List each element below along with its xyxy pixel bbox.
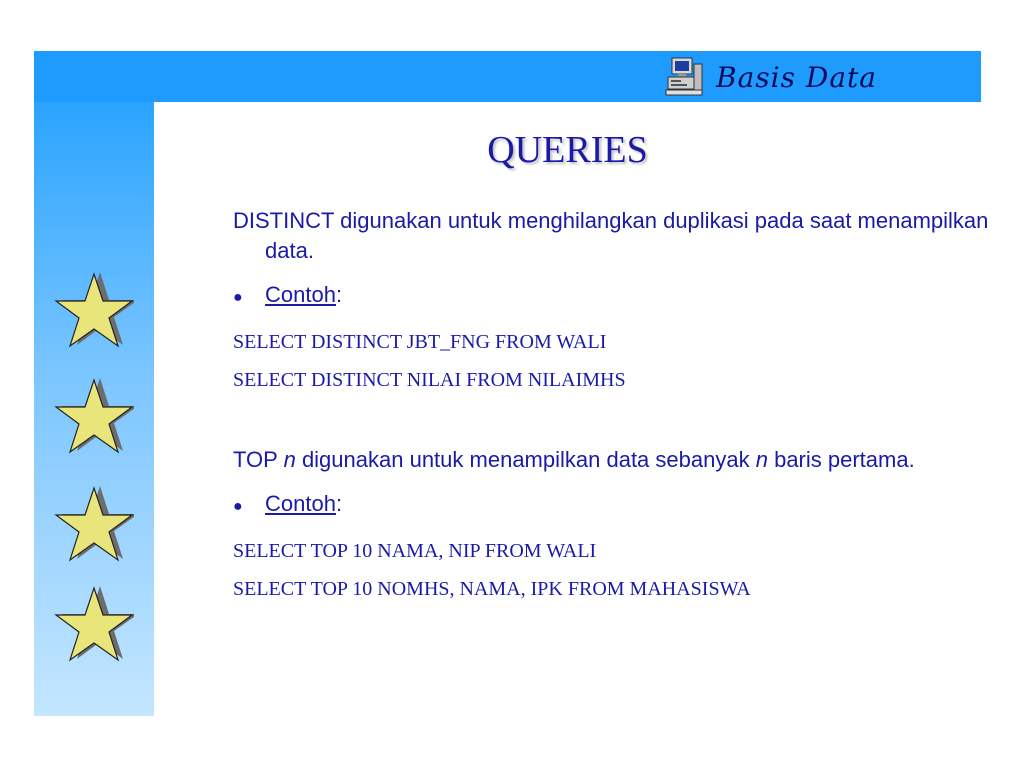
query-line: SELECT DISTINCT NILAI FROM NILAIMHS (233, 369, 626, 391)
top-var: n (283, 447, 296, 472)
top-text-b: baris pertama. (774, 447, 915, 472)
star-icon (54, 374, 134, 454)
distinct-example-label[interactable]: Contoh (265, 282, 336, 307)
distinct-text: digunakan untuk menghilangkan duplikasi pada saat menampilkan data. (265, 208, 989, 263)
brand (664, 55, 877, 99)
star-icon (54, 268, 134, 348)
distinct-query-list (233, 329, 993, 393)
query-line: SELECT DISTINCT JBT_FNG FROM WALI (233, 331, 607, 353)
query-line: SELECT TOP 10 NOMHS, NAMA, IPK FROM MAHASISWA (233, 578, 751, 600)
top-example-bullet (233, 489, 993, 522)
distinct-example-bullet (233, 280, 993, 313)
top-query-list (233, 538, 993, 602)
top-description (233, 445, 993, 475)
distinct-keyword: DISTINCT (233, 208, 335, 233)
query-line: SELECT TOP 10 NAMA, NIP FROM WALI (233, 540, 597, 562)
brand-title: Basis Data (716, 60, 877, 94)
top-keyword: TOP (233, 447, 278, 472)
distinct-description (233, 206, 993, 266)
slide-title: QUERIES (487, 129, 648, 171)
computer-icon (664, 56, 706, 98)
star-icon (54, 482, 134, 562)
top-var-2: n (755, 447, 768, 472)
bullet-icon: ● (233, 289, 243, 306)
top-text-a: digunakan untuk menampilkan data sebanyak (301, 447, 750, 472)
slide-content (233, 206, 993, 602)
bullet-icon: ● (233, 498, 243, 515)
colon: : (335, 282, 343, 307)
top-example-label[interactable]: Contoh (265, 491, 336, 516)
star-icon (54, 582, 134, 662)
colon: : (335, 491, 343, 516)
